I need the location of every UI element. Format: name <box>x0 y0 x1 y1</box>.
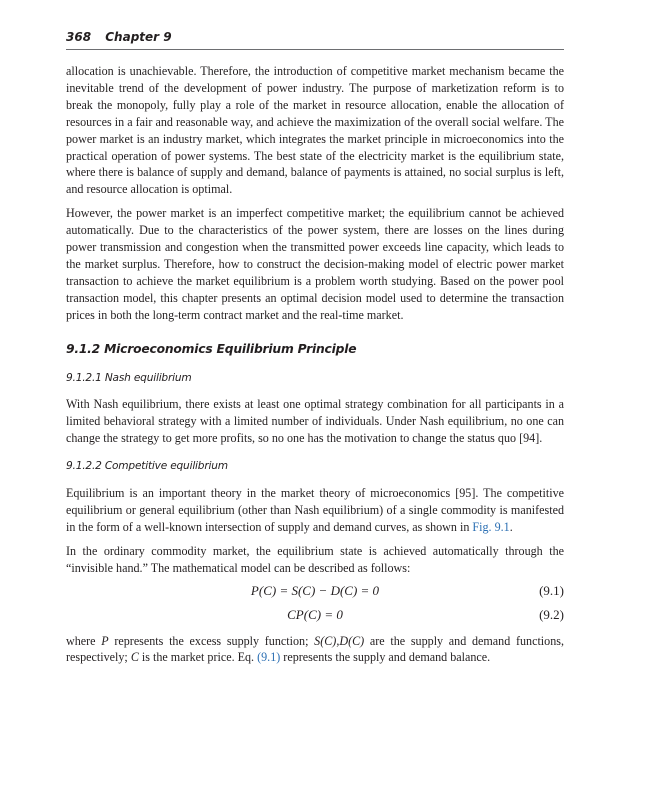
equation-link[interactable]: (9.1) <box>257 650 281 665</box>
equation-9-2 <box>66 607 564 629</box>
equation-number: (9.2) <box>539 606 564 622</box>
chapter-label: Chapter 9 <box>105 30 172 44</box>
page-body <box>66 63 564 666</box>
var-sd: S(C),D(C) <box>314 633 365 648</box>
figure-link[interactable]: Fig. 9.1 <box>472 519 510 534</box>
where-text: are the supply and demand functions, respectively; <box>66 633 564 665</box>
competitive-text-end: . <box>509 519 513 534</box>
where-text: where <box>66 633 102 648</box>
equation-number: (9.1) <box>539 582 564 598</box>
running-header <box>66 30 564 44</box>
where-text: represents the excess supply function; <box>108 633 315 648</box>
var-p: P <box>101 633 109 648</box>
section-heading: 9.1.2 Microeconomics Equilibrium Principle <box>66 341 357 356</box>
paragraph-where <box>66 633 564 667</box>
where-text: represents the supply and demand balance. <box>280 650 491 665</box>
paragraph-allocation: allocation is unachievable. Therefore, the introduction of competitive market mechanism became the inevitable trend of the development of power industry. The purpose of marketization reform is to break the monopoly, fully play a role of the market in resource allocation, enable the allocation of resources in a fair and reasonable way, and achieve the maximization of the overall social welfare. The power market is an industry market, which integrates the market principle in microeconomics into the practical operation of power systems. The best state of the electricity market is the equilibrium state, where there is balance of supply and demand, balance of payments is attained, no social surplus is left, and resource allocation is optimal. <box>66 64 564 197</box>
header-rule <box>66 49 564 50</box>
paragraph-nash: With Nash equilibrium, there exists at least one optimal strategy combination for all participants in a limited behavioral strategy with a limited number of individuals. Under Nash equilibrium, no one can change the strategy to get more profits, so no one has the motivation to change the status quo [94]. <box>66 397 564 446</box>
var-c: C <box>130 650 139 665</box>
where-text: is the market price. Eq. <box>138 650 258 665</box>
paragraph-imperfect-market: However, the power market is an imperfect competitive market; the equilibrium cannot be achieved automatically. Due to the characteristics of the power system, there are losses on the lines during power transmission and congestion when the transmitted power exceeds line capacity, which leads to the market surplus. Therefore, how to construct the decision-making model of electric power market transaction to achieve the market equilibrium is a problem worth studying. Based on the power pool transaction model, this chapter presents an optimal decision model used to determine the transaction prices in both the long-term contract market and the real-time market. <box>66 206 564 322</box>
competitive-text: Equilibrium is an important theory in the market theory of microeconomics [95]. The competitive equilibrium or general equilibrium (other than Nash equilibrium) of a single commodity is manifested in the form of a well-known intersection of supply and demand curves, as shown in <box>66 486 564 534</box>
equation-expression: P(C) = S(C) − D(C) = 0 <box>250 582 380 598</box>
subsection-heading-nash: 9.1.2.1 Nash equilibrium <box>66 371 192 384</box>
paragraph-competitive <box>66 485 564 536</box>
paragraph-ordinary-market: In the ordinary commodity market, the equilibrium state is achieved automatically through the “invisible hand.” The mathematical model can be described as follows: <box>66 543 564 575</box>
equation-expression: CP(C) = 0 <box>287 606 343 622</box>
page-number: 368 <box>66 30 92 44</box>
equation-9-1 <box>66 583 564 605</box>
subsection-heading-competitive: 9.1.2.2 Competitive equilibrium <box>66 460 228 473</box>
